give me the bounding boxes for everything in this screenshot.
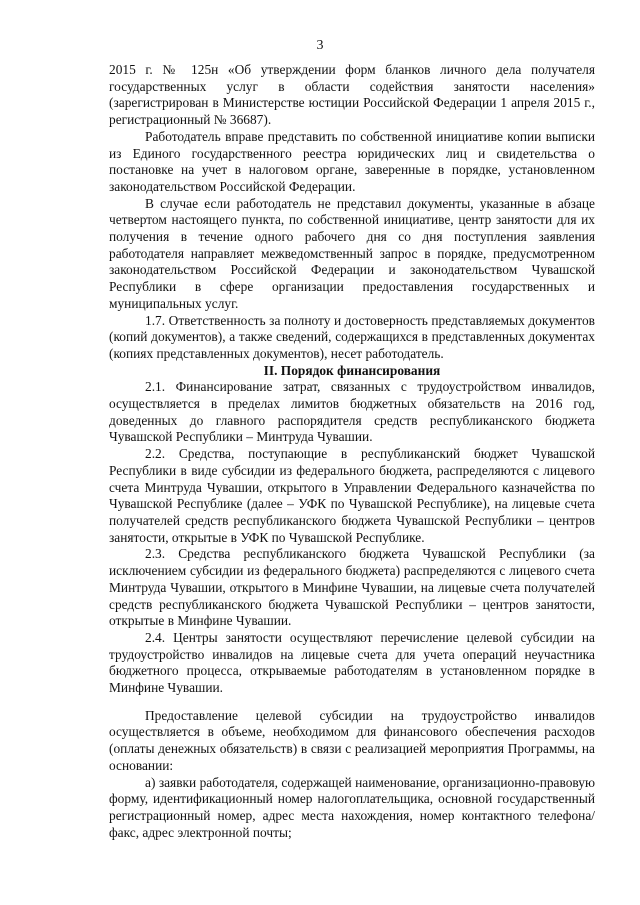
paragraph-2-4: 2.4. Центры занятости осуществляют перечисление целевой субсидии на трудоустройство инвалидов на лицевые счета для учета операций неучастника бюджетного процесса, открываемые работодателям в установленном порядке в Минфине Чувашии.: [109, 629, 595, 696]
section-heading: II. Порядок финансирования: [263, 362, 441, 378]
list-item-a: а) заявки работодателя, содержащей наименование, организационно-правовую форму, идентификационный номер налогоплательщика, основной государственный регистрационный номер, адрес места нахождения, номер контактного телефона/факс, адрес электронной почты;: [109, 774, 595, 840]
document-body: [109, 62, 595, 841]
paragraph-2-1: 2.1. Финансирование затрат, связанных с трудоустройством инвалидов, осуществляется в пределах лимитов бюджетных обязательств на 2016 год, доведенных до главного распорядителя средств республиканского бюджета Чувашской Республики – Минтруда Чувашии.: [109, 379, 595, 445]
paragraph-2-3: 2.3. Средства республиканского бюджета Чувашской Республики (за исключением субсидии из федерального бюджета) распределяются с лицевого счета Минтруда Чувашии, открытого в Минфине Чувашии, на лицевые счета получателей средств республиканского бюджета Чувашской Республики – центров занятости, открытые в Минфине Чувашии.: [109, 546, 595, 629]
paragraph: Работодатель вправе представить по собственной инициативе копии выписки из Единого государственного реестра юридических лиц и свидетельства о постановке на учет в налоговом органе, заверенные в порядке, установленном законодательством Российской Федерации.: [109, 128, 595, 194]
paragraph-2-2: 2.2. Средства, поступающие в республиканский бюджет Чувашской Республики в виде субсидии из федерального бюджета, распределяются с лицевого счета Минтруда Чувашии, открытого в Управлении Федерального казначейства по Чувашской Республике (далее – УФК по Чувашской Республике), на лицевые счета получателей средств республиканского бюджета Чувашской Республики – центров занятости, открытые в УФК по Чувашской Республике.: [109, 446, 595, 545]
paragraph: В случае если работодатель не представил документы, указанные в абзаце четвертом настоящего пункта, по собственной инициативе, центр занятости для их получения в течение одного рабочего дня со дня поступления заявления работодателя направляет межведомственный запрос в порядке, предусмотренном законодательством Российской Федерации и законодательством Чувашской Республики в сфере организации предоставления государственных и муниципальных услуг.: [109, 195, 595, 311]
paragraph: Предоставление целевой субсидии на трудоустройство инвалидов осуществляется в объеме, необходимом для финансового обеспечения расходов (оплаты денежных обязательств) в связи с реализацией мероприятия Программы, на основании:: [109, 707, 595, 773]
paragraph-1-7: 1.7. Ответственность за полноту и достоверность представляемых документов (копий документов), а также сведений, содержащихся в представленных документах (копиях представленных документов), несет работодатель.: [109, 312, 595, 361]
page-number: 3: [316, 38, 324, 53]
paragraph-continuation: 2015 г. № 125н «Об утверждении форм бланков личного дела получателя государственных услуг в области содействия занятости населения» (зарегистрирован в Министерстве юстиции Российской Федерации 1 апреля 2015 г., регистрационный № 36687).: [109, 62, 595, 128]
